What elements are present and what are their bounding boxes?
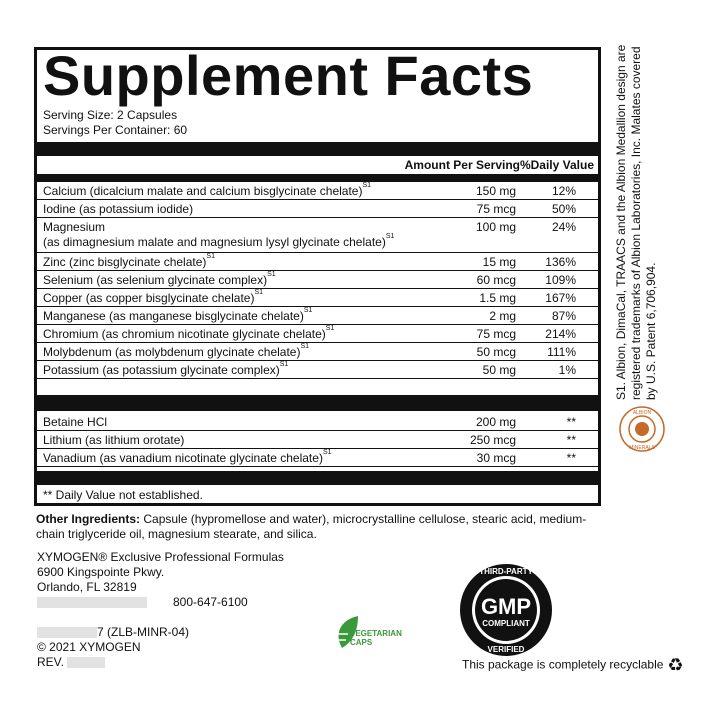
daily-value: 50% (551, 202, 576, 216)
nutrient-name: Copper (as copper bisglycinate chelate) (43, 291, 255, 305)
redacted-block (37, 597, 147, 608)
recycle-icon: ♻ (667, 655, 684, 675)
footnote-marker: S1 (254, 289, 264, 296)
serving-size: Serving Size: 2 Capsules (43, 108, 178, 122)
amount-value: 15 mg (482, 255, 516, 269)
other-ingredients (36, 512, 596, 542)
nutrient-name-wrap (43, 327, 334, 341)
footnote-marker: S1 (385, 233, 395, 240)
footnote-marker: S1 (206, 253, 215, 260)
nutrient-name: Potassium (as potassium glycinate complex) (43, 363, 280, 377)
footnote-marker: S1 (322, 449, 332, 456)
daily-value: ** (566, 433, 576, 447)
nutrient-name: Selenium (as selenium glycinate complex) (43, 273, 268, 287)
gmp-badge-icon (458, 562, 554, 658)
recycle-text: This package is completely recyclable (462, 657, 664, 672)
nutrient-name: Vanadium (as vanadium nicotinate glycinate chelate) (43, 451, 323, 465)
table-row (37, 182, 598, 200)
daily-value: 109% (545, 273, 576, 287)
table-row (37, 218, 598, 253)
footnote-marker: S1 (267, 271, 276, 278)
divider-bar (37, 471, 598, 485)
amount-value: 30 mcg (476, 451, 516, 465)
dv-header: %Daily Value (519, 158, 594, 172)
trademark-note (608, 40, 688, 400)
product-code: 7 (ZLB-MINR-04) (97, 625, 190, 639)
nutrient-name-wrap (43, 255, 215, 269)
company-address: 6900 Kingspointe Pkwy. (37, 565, 165, 579)
revision-row (37, 655, 284, 670)
nutrient-name-wrap (43, 291, 263, 305)
table-row (37, 253, 598, 271)
nutrient-name-wrap (43, 345, 309, 359)
other-ingredients-text: Capsule (hypromellose and water), microcrystalline cellulose, stearic acid, medium-chain triglyceride oil, magnesium stearate, and silica. (36, 512, 587, 541)
amount-value: 75 mcg (476, 327, 516, 341)
supplement-facts-panel (34, 44, 601, 506)
redacted-block (37, 627, 97, 638)
amount-value: 50 mcg (476, 345, 516, 359)
nutrient-name-wrap (43, 451, 332, 465)
divider-bar (37, 142, 598, 156)
footnote-marker: S1 (325, 325, 335, 332)
gmp-top: THIRD-PARTY (479, 567, 533, 576)
company-line1: XYMOGEN® Exclusive Professional Formulas (37, 550, 284, 564)
other-ingredients-label: Other Ingredients: (36, 512, 141, 526)
gmp-sub: COMPLIANT (482, 619, 530, 628)
company-info (37, 550, 284, 670)
table-row (37, 361, 598, 379)
nutrient-name: Magnesium (43, 220, 106, 234)
table-row (37, 343, 598, 361)
nutrient-name: Molybdenum (as molybdenum glycinate chelate) (43, 345, 301, 359)
amount-value: 1.5 mg (479, 291, 516, 305)
product-code-row (37, 625, 284, 640)
revision: REV. (37, 655, 64, 669)
daily-value: ** (566, 451, 576, 465)
redacted-block (67, 657, 105, 668)
vegetarian-caps-icon (330, 612, 420, 662)
table-row (37, 289, 598, 307)
table-row (37, 413, 598, 431)
veg-line1: VEGETARIAN (350, 629, 402, 638)
daily-value: 214% (545, 327, 576, 341)
gmp-main: GMP (480, 594, 532, 619)
table-row (37, 271, 598, 289)
nutrient-name-line2 (43, 235, 394, 249)
nutrient-name-line2-text: (as dimagnesium malate and magnesium lysyl glycinate chelate) (43, 235, 386, 249)
divider-bar (37, 174, 598, 182)
daily-value: 24% (551, 220, 576, 234)
nutrient-name-wrap (43, 309, 312, 323)
albion-seal-bottom: MINERALS (629, 445, 655, 451)
daily-value: 12% (551, 184, 576, 198)
amount-value: 250 mcg (469, 433, 516, 447)
footnote-marker: S1 (303, 307, 313, 314)
amount-value: 75 mcg (476, 202, 516, 216)
company-phone: 800-647-6100 (173, 595, 248, 609)
servings-per-container: Servings Per Container: 60 (43, 123, 188, 137)
daily-value: ** (566, 415, 576, 429)
amount-value: 150 mg (475, 184, 516, 198)
trademark-text: S1. Albion, DimaCal, TRAACS and the Albion Medallion design are registered trademarks of Albion Laboratories, Inc. Malates covered by U.S. Patent 6,706,904. (614, 44, 658, 400)
nutrient-name-wrap (43, 273, 276, 287)
nutrient-name: Zinc (zinc bisglycinate chelate) (43, 255, 207, 269)
nutrient-name: Chromium (as chromium nicotinate glycinate chelate) (43, 327, 326, 341)
daily-value: 1% (558, 363, 576, 377)
daily-value: 136% (545, 255, 576, 269)
daily-value: 167% (545, 291, 576, 305)
company-city: Orlando, FL 32819 (37, 580, 137, 594)
amount-value: 60 mcg (476, 273, 516, 287)
nutrient-name: Lithium (as lithium orotate) (43, 433, 185, 447)
nutrient-name: Manganese (as manganese bisglycinate chelate) (43, 309, 304, 323)
table-row (37, 200, 598, 218)
amount-value: 100 mg (475, 220, 516, 234)
amount-value: 2 mg (489, 309, 516, 323)
panel-title: Supplement Facts (43, 44, 534, 107)
footnote-marker: S1 (362, 182, 372, 189)
daily-value: 87% (551, 309, 576, 323)
table-row (37, 431, 598, 449)
nutrient-name: Betaine HCl (43, 415, 108, 429)
divider-bar (37, 395, 598, 411)
gmp-bottom: VERIFIED (487, 645, 525, 654)
table-row (37, 325, 598, 343)
table-row (37, 449, 598, 467)
nutrient-name-wrap (43, 363, 288, 377)
footnote-marker: S1 (300, 343, 310, 350)
column-header (37, 158, 598, 173)
company-phone-row (37, 595, 284, 610)
veg-line2: CAPS (350, 638, 373, 647)
recycle-note (462, 655, 684, 676)
nutrient-name: Iodine (as potassium iodide) (43, 202, 194, 216)
albion-seal-top: ALBION (632, 410, 652, 416)
albion-seal-icon (618, 405, 666, 453)
nutrient-name: Calcium (dicalcium malate and calcium bisglycinate chelate) (43, 184, 363, 198)
table-row (37, 307, 598, 325)
amount-value: 50 mg (482, 363, 516, 377)
daily-value: 111% (547, 345, 576, 359)
footnote: ** Daily Value not established. (43, 488, 203, 502)
footnote-marker: S1 (279, 361, 289, 368)
amount-header: Amount Per Serving (404, 158, 520, 172)
amount-value: 200 mg (475, 415, 516, 429)
nutrient-name-wrap (43, 184, 371, 198)
copyright: © 2021 XYMOGEN (37, 640, 141, 654)
